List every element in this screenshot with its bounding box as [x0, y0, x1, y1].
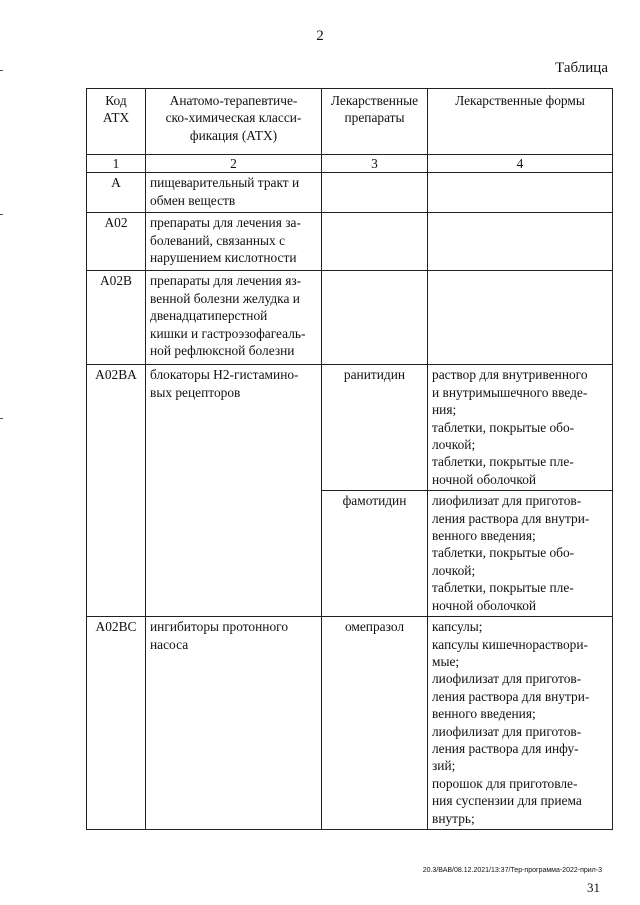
- atc-classification-cell: блокаторы Н2-гистамино- вых рецепторов: [146, 365, 322, 617]
- atc-code-cell: А: [87, 173, 146, 213]
- document-footer-id: 20.3/ВАВ/08.12.2021/13:37/Тер-программа-2022-прил-3: [422, 867, 602, 874]
- dosage-forms-cell: раствор для внутривенного и внутримышечного введе- ния; таблетки, покрытые обо- лочкой; таблетки, покрытые пле- ночной оболочкой: [428, 365, 613, 491]
- atc-code-cell: A02BA: [87, 365, 146, 617]
- page-number-bottom: 31: [587, 880, 600, 895]
- atc-classification-cell: препараты для лечения яз- венной болезни желудка и двенадцатиперстной кишки и гастроэзофагеаль- ной рефлюксной болезни: [146, 271, 322, 365]
- table-row: [87, 213, 613, 271]
- atc-code-cell: A02BC: [87, 617, 146, 830]
- drug-name-cell: фамотидин: [322, 491, 428, 617]
- page-number-top: 2: [316, 28, 324, 44]
- drug-name-cell: [322, 271, 428, 365]
- drug-name-cell: [322, 213, 428, 271]
- column-number: 1: [87, 155, 146, 173]
- atc-code-cell: A02B: [87, 271, 146, 365]
- dosage-forms-cell: капсулы; капсулы кишечнораствори- мые; лиофилизат для приготов- ления раствора для внутри- венного введения; лиофилизат для приготов- ления раствора для инфу- зий; порошок для приготовле- ния суспензии для приема внутрь;: [428, 617, 613, 830]
- table-header-row: [87, 89, 613, 155]
- column-number-row: [87, 155, 613, 173]
- column-number: 2: [146, 155, 322, 173]
- table-caption: Таблица: [555, 60, 608, 76]
- drug-name-cell: [322, 173, 428, 213]
- header-drugs: Лекарственные препараты: [322, 89, 428, 155]
- atc-code-cell: A02: [87, 213, 146, 271]
- column-number: 3: [322, 155, 428, 173]
- dosage-forms-cell: [428, 213, 613, 271]
- table-row: [87, 173, 613, 213]
- header-code: Код АТХ: [87, 89, 146, 155]
- margin-tick: [0, 418, 3, 419]
- drug-name-cell: омепразол: [322, 617, 428, 830]
- drug-name-cell: ранитидин: [322, 365, 428, 491]
- margin-tick: [0, 70, 3, 71]
- dosage-forms-cell: [428, 173, 613, 213]
- header-classification: Анатомо-терапевтиче- ско-химическая класси- фикация (АТХ): [146, 89, 322, 155]
- atc-classification-cell: препараты для лечения за- болеваний, связанных с нарушением кислотности: [146, 213, 322, 271]
- atc-classification-cell: ингибиторы протонного насоса: [146, 617, 322, 830]
- table-row: [87, 271, 613, 365]
- margin-tick: [0, 214, 3, 215]
- table-row: [87, 365, 613, 491]
- header-forms: Лекарственные формы: [428, 89, 613, 155]
- dosage-forms-cell: лиофилизат для приготов- ления раствора для внутри- венного введения; таблетки, покрытые обо- лочкой; таблетки, покрытые пле- ночной оболочкой: [428, 491, 613, 617]
- atc-classification-cell: пищеварительный тракт и обмен веществ: [146, 173, 322, 213]
- table-row: [87, 617, 613, 830]
- column-number: 4: [428, 155, 613, 173]
- atc-table: [86, 88, 613, 830]
- dosage-forms-cell: [428, 271, 613, 365]
